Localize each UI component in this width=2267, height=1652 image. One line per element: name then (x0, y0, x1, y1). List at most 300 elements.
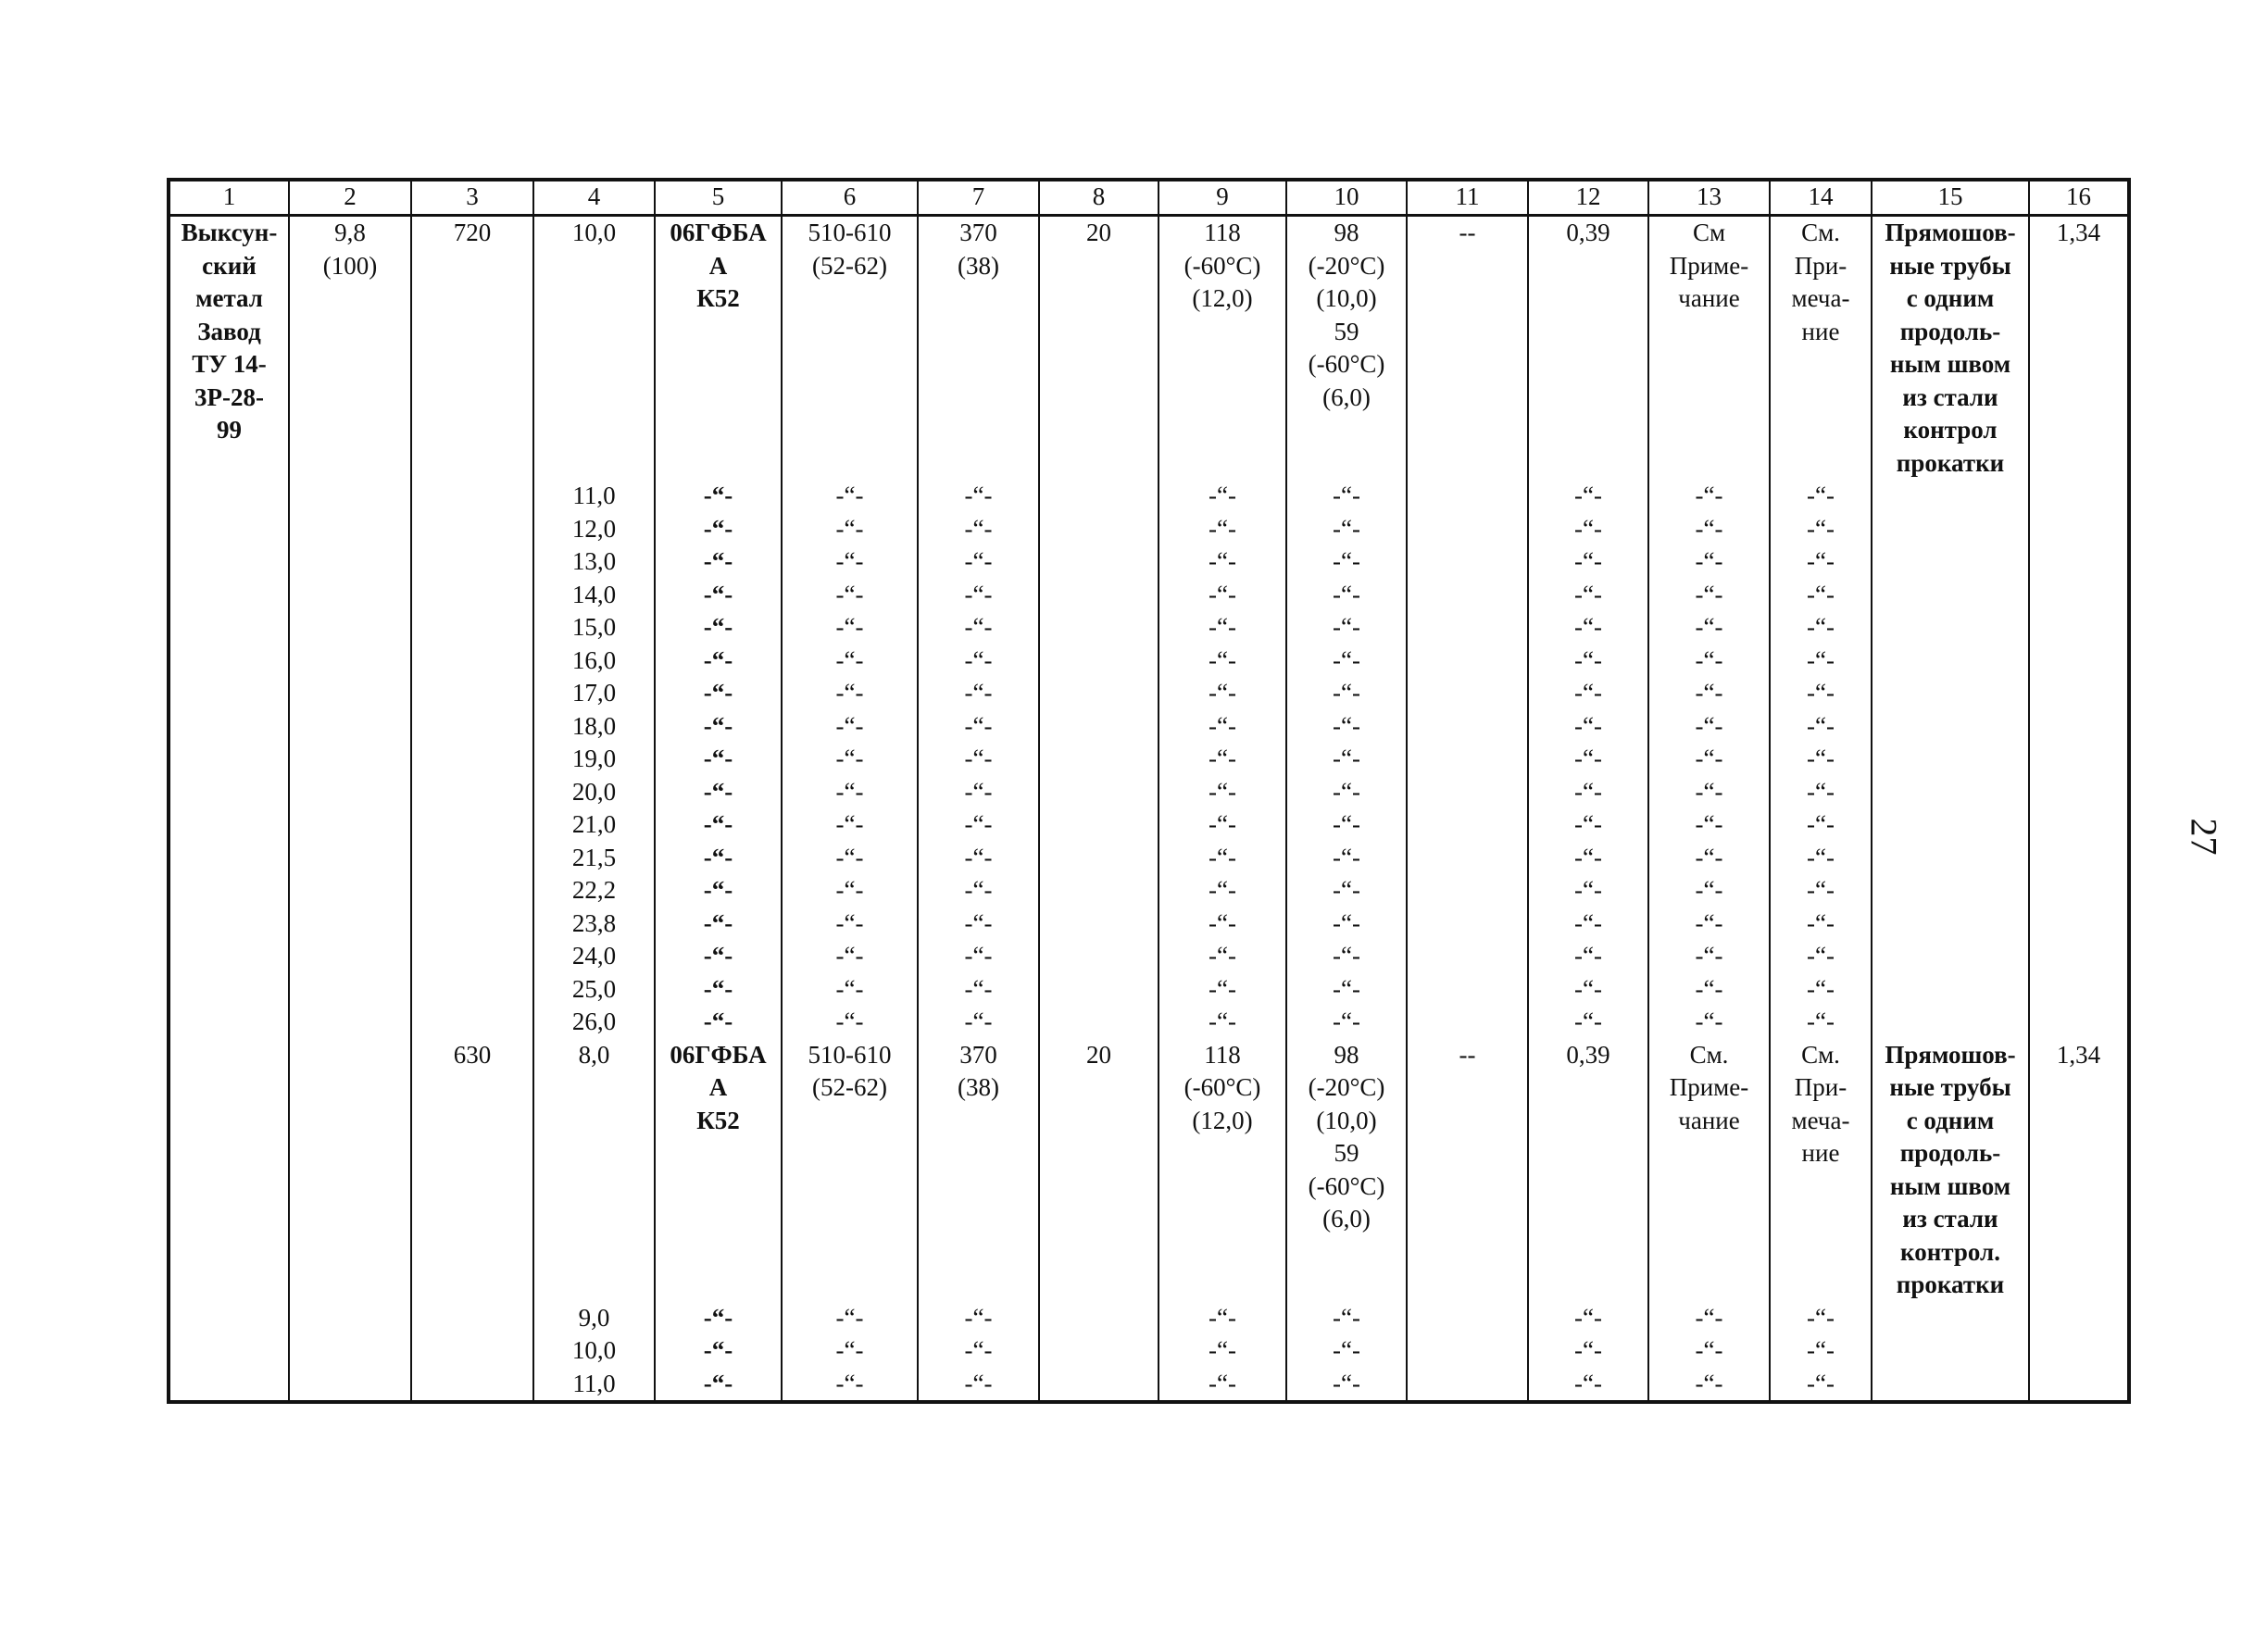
table-cell (1039, 545, 1159, 579)
table-cell (169, 842, 289, 875)
table-cell: -“- (1528, 1006, 1648, 1039)
table-row (169, 513, 2129, 546)
table-cell: -“- (1648, 973, 1770, 1007)
table-cell (1872, 743, 2029, 776)
table-cell (1039, 743, 1159, 776)
table-cell: -“- (918, 842, 1039, 875)
table-cell: -“- (782, 973, 918, 1007)
table-cell: -“- (1159, 1006, 1286, 1039)
table-cell: -“- (782, 579, 918, 612)
table-cell (1872, 710, 2029, 744)
table-cell: 11,0 (533, 1368, 655, 1403)
table-cell (2029, 973, 2129, 1007)
table-cell: -“- (918, 1302, 1039, 1335)
table-cell: 20 (1039, 1039, 1159, 1302)
table-cell (169, 776, 289, 809)
table-cell: -“- (918, 743, 1039, 776)
table-cell (169, 710, 289, 744)
table-cell: -“- (655, 710, 782, 744)
table-cell: -“- (1648, 1302, 1770, 1335)
table-cell (289, 545, 411, 579)
table-cell: 118 (-60°С) (12,0) (1159, 1039, 1286, 1302)
table-cell (1039, 776, 1159, 809)
table-cell: -“- (655, 1334, 782, 1368)
table-cell (411, 1302, 533, 1335)
table-cell: 1,34 (2029, 1039, 2129, 1302)
table-cell (1407, 710, 1528, 744)
table-cell: -“- (1286, 1302, 1407, 1335)
table-cell: 9,8 (100) (289, 216, 411, 481)
table-cell: -“- (782, 808, 918, 842)
table-cell: -“- (1648, 776, 1770, 809)
table-cell (1039, 842, 1159, 875)
table-cell (1407, 611, 1528, 645)
table-cell: -“- (655, 842, 782, 875)
table-cell (1039, 1368, 1159, 1403)
table-cell (169, 743, 289, 776)
table-cell (2029, 874, 2129, 907)
table-cell (411, 973, 533, 1007)
table-cell (1039, 973, 1159, 1007)
table-cell (2029, 1334, 2129, 1368)
column-header: 14 (1770, 180, 1872, 216)
table-cell: -“- (1770, 1334, 1872, 1368)
table-cell: -- (1407, 1039, 1528, 1302)
table-row (169, 480, 2129, 513)
table-cell: -“- (782, 1368, 918, 1403)
table-cell (2029, 1302, 2129, 1335)
table-cell (411, 645, 533, 678)
table-cell (411, 611, 533, 645)
table-cell: -“- (1770, 743, 1872, 776)
table-cell: -“- (1770, 710, 1872, 744)
table-cell: См. При- меча- ние (1770, 216, 1872, 481)
table-cell (289, 907, 411, 941)
table-cell: -“- (655, 907, 782, 941)
table-cell: -“- (1528, 513, 1648, 546)
table-cell: Прямошов- ные трубы с одним продоль- ным швом из стали контрол. прокатки (1872, 1039, 2029, 1302)
table-cell: -“- (1159, 973, 1286, 1007)
column-header: 10 (1286, 180, 1407, 216)
table-cell: -“- (1528, 677, 1648, 710)
table-cell: -“- (1286, 579, 1407, 612)
table-cell (1872, 808, 2029, 842)
table-cell: -“- (918, 645, 1039, 678)
table-row (169, 611, 2129, 645)
table-row (169, 216, 2129, 481)
table-cell: -“- (1286, 513, 1407, 546)
table-row (169, 808, 2129, 842)
table-cell: 17,0 (533, 677, 655, 710)
table-cell: -“- (918, 1006, 1039, 1039)
table-cell: 370 (38) (918, 1039, 1039, 1302)
table-cell: -“- (918, 677, 1039, 710)
table-cell: -“- (1528, 579, 1648, 612)
table-cell (289, 1039, 411, 1302)
table-cell: -“- (782, 611, 918, 645)
table-cell: -“- (782, 842, 918, 875)
table-cell: -“- (782, 776, 918, 809)
table-cell (289, 513, 411, 546)
table-cell: -“- (1648, 480, 1770, 513)
table-cell: -“- (1648, 1006, 1770, 1039)
table-cell (1407, 513, 1528, 546)
table-row (169, 907, 2129, 941)
table-cell (2029, 645, 2129, 678)
table-cell: -“- (1159, 677, 1286, 710)
table-row (169, 645, 2129, 678)
table-cell: -“- (1528, 940, 1648, 973)
table-cell: -“- (1648, 545, 1770, 579)
table-cell (289, 743, 411, 776)
table-cell: -“- (655, 776, 782, 809)
table-cell: -“- (1770, 545, 1872, 579)
table-cell: -“- (1648, 579, 1770, 612)
table-cell: -“- (1648, 940, 1770, 973)
table-row (169, 940, 2129, 973)
column-header: 1 (169, 180, 289, 216)
table-cell: -“- (1286, 710, 1407, 744)
table-cell (2029, 940, 2129, 973)
table-cell (1872, 677, 2029, 710)
table-cell: 630 (411, 1039, 533, 1302)
spec-table (167, 178, 2131, 1404)
table-cell: 21,5 (533, 842, 655, 875)
table-cell: -“- (1159, 907, 1286, 941)
table-cell (2029, 611, 2129, 645)
table-cell: -“- (1648, 513, 1770, 546)
table-cell (1039, 513, 1159, 546)
table-cell: 0,39 (1528, 1039, 1648, 1302)
table-cell: 12,0 (533, 513, 655, 546)
table-row (169, 973, 2129, 1007)
table-cell (1039, 1334, 1159, 1368)
table-cell (289, 677, 411, 710)
table-cell (1407, 808, 1528, 842)
table-cell (289, 1334, 411, 1368)
table-cell: -“- (1770, 776, 1872, 809)
table-cell (289, 480, 411, 513)
table-cell (289, 808, 411, 842)
table-cell: -“- (1159, 743, 1286, 776)
table-cell: -“- (1770, 513, 1872, 546)
table-cell (411, 579, 533, 612)
table-cell (169, 973, 289, 1007)
table-cell: 720 (411, 216, 533, 481)
table-cell: См Приме- чание (1648, 216, 1770, 481)
table-cell: -“- (1770, 611, 1872, 645)
table-cell: -“- (655, 973, 782, 1007)
table-cell: -“- (1770, 1006, 1872, 1039)
table-cell (289, 973, 411, 1007)
table-cell: -“- (782, 710, 918, 744)
table-cell (1872, 842, 2029, 875)
table-cell: -“- (1159, 1368, 1286, 1403)
table-cell: 370 (38) (918, 216, 1039, 481)
table-cell: -“- (655, 545, 782, 579)
column-header: 11 (1407, 180, 1528, 216)
table-cell (289, 1368, 411, 1403)
table-cell: 20,0 (533, 776, 655, 809)
column-header: 5 (655, 180, 782, 216)
table-cell (2029, 907, 2129, 941)
table-cell: -“- (782, 1302, 918, 1335)
column-header: 12 (1528, 180, 1648, 216)
table-cell (169, 1302, 289, 1335)
table-cell (1407, 579, 1528, 612)
table-cell: -“- (1159, 480, 1286, 513)
column-header: 3 (411, 180, 533, 216)
table-cell (169, 579, 289, 612)
table-cell (411, 940, 533, 973)
table-cell: -“- (1159, 1334, 1286, 1368)
table-cell (1407, 1334, 1528, 1368)
table-cell: -“- (918, 1334, 1039, 1368)
table-cell (1407, 545, 1528, 579)
table-cell (2029, 710, 2129, 744)
table-cell: -“- (1286, 480, 1407, 513)
table-cell: -“- (782, 1006, 918, 1039)
table-cell (411, 842, 533, 875)
table-cell: -“- (1528, 1334, 1648, 1368)
table-row (169, 1334, 2129, 1368)
table-cell: -“- (1159, 579, 1286, 612)
table-cell: -“- (1528, 645, 1648, 678)
table-cell: -“- (1159, 1302, 1286, 1335)
table-cell: -“- (1286, 1334, 1407, 1368)
table-cell: 10,0 (533, 1334, 655, 1368)
table-cell (2029, 480, 2129, 513)
table-cell: -“- (782, 677, 918, 710)
table-cell (411, 743, 533, 776)
table-cell: -“- (782, 480, 918, 513)
table-cell (1872, 907, 2029, 941)
table-cell (289, 710, 411, 744)
table-cell (1039, 1006, 1159, 1039)
table-cell (1872, 545, 2029, 579)
table-cell (1407, 1368, 1528, 1403)
table-cell: -“- (1528, 611, 1648, 645)
table-cell: -“- (1528, 545, 1648, 579)
table-cell: 118 (-60°С) (12,0) (1159, 216, 1286, 481)
table-cell: -“- (918, 940, 1039, 973)
table-cell: -“- (782, 874, 918, 907)
table-cell: Прямошов- ные трубы с одним продоль- ным швом из стали контрол прокатки (1872, 216, 2029, 481)
table-row (169, 1039, 2129, 1302)
table-cell (1407, 874, 1528, 907)
table-cell: -“- (1528, 874, 1648, 907)
table-cell: -“- (655, 940, 782, 973)
header-row (169, 180, 2129, 216)
table-cell (1039, 677, 1159, 710)
table-cell: -“- (918, 776, 1039, 809)
table-cell: -“- (1528, 776, 1648, 809)
column-header: 6 (782, 180, 918, 216)
table-cell (169, 677, 289, 710)
table-cell: -“- (1648, 1368, 1770, 1403)
table-cell (1872, 645, 2029, 678)
table-cell (169, 1368, 289, 1403)
table-cell: -“- (1648, 710, 1770, 744)
table-cell: -“- (1648, 743, 1770, 776)
table-cell: 18,0 (533, 710, 655, 744)
table-cell (289, 842, 411, 875)
table-cell (2029, 1006, 2129, 1039)
table-cell: -“- (782, 1334, 918, 1368)
table-row (169, 776, 2129, 809)
table-row (169, 1006, 2129, 1039)
table-cell: -“- (1770, 973, 1872, 1007)
table-cell (1872, 1368, 2029, 1403)
table-cell: 1,34 (2029, 216, 2129, 481)
table-cell: -“- (1648, 874, 1770, 907)
table-cell (169, 874, 289, 907)
table-cell: -“- (1286, 808, 1407, 842)
table-cell (2029, 743, 2129, 776)
table-cell: -“- (1648, 677, 1770, 710)
table-cell (1039, 710, 1159, 744)
table-cell: -“- (782, 743, 918, 776)
table-cell: 21,0 (533, 808, 655, 842)
table-cell (1872, 513, 2029, 546)
table-cell: -“- (918, 973, 1039, 1007)
table-cell (2029, 545, 2129, 579)
table-cell: -“- (918, 480, 1039, 513)
table-cell: 10,0 (533, 216, 655, 481)
table-cell: 8,0 (533, 1039, 655, 1302)
table-cell (169, 645, 289, 678)
table-cell: -“- (1770, 940, 1872, 973)
table-cell: 20 (1039, 216, 1159, 481)
table-cell (2029, 842, 2129, 875)
table-cell: 510-610 (52-62) (782, 1039, 918, 1302)
table-cell: -“- (1528, 743, 1648, 776)
table-cell: -“- (918, 513, 1039, 546)
table-cell: -“- (1528, 1368, 1648, 1403)
table-row (169, 1302, 2129, 1335)
table-cell: -“- (1770, 1302, 1872, 1335)
table-cell: -“- (918, 874, 1039, 907)
table-cell: -“- (655, 611, 782, 645)
table-cell (1872, 874, 2029, 907)
table-cell: -“- (1528, 480, 1648, 513)
table-cell (1872, 480, 2029, 513)
table-cell: -“- (1770, 808, 1872, 842)
table-cell (1407, 973, 1528, 1007)
table-cell: -“- (1770, 1368, 1872, 1403)
table-cell: -“- (782, 545, 918, 579)
table-cell: 14,0 (533, 579, 655, 612)
table-cell: 0,39 (1528, 216, 1648, 481)
table-cell: -“- (1286, 842, 1407, 875)
column-header: 2 (289, 180, 411, 216)
table-cell (1872, 1334, 2029, 1368)
table-cell (1407, 1302, 1528, 1335)
table-cell (1872, 940, 2029, 973)
table-cell (1039, 579, 1159, 612)
table-row (169, 579, 2129, 612)
table-cell (411, 1006, 533, 1039)
table-cell: -“- (918, 579, 1039, 612)
table-row (169, 710, 2129, 744)
page-number: 27 (2183, 818, 2225, 856)
table-cell: -“- (1770, 645, 1872, 678)
table-cell (411, 677, 533, 710)
table-cell: -“- (1528, 842, 1648, 875)
table-cell: -“- (1286, 545, 1407, 579)
table-cell (289, 611, 411, 645)
table-cell: 98 (-20°С) (10,0) 59 (-60°С) (6,0) (1286, 216, 1407, 481)
table-cell: -“- (655, 743, 782, 776)
table-cell (411, 480, 533, 513)
table-cell (169, 1334, 289, 1368)
table-cell: См. При- меча- ние (1770, 1039, 1872, 1302)
table-cell (411, 776, 533, 809)
table-cell: -“- (1286, 940, 1407, 973)
table-cell: 9,0 (533, 1302, 655, 1335)
table-cell (1407, 480, 1528, 513)
table-cell: -“- (1159, 940, 1286, 973)
table-cell (1039, 907, 1159, 941)
table-cell: -“- (918, 545, 1039, 579)
table-cell (169, 1006, 289, 1039)
table-cell (411, 907, 533, 941)
table-cell: -“- (1159, 611, 1286, 645)
table-cell: -“- (655, 645, 782, 678)
table-cell: 510-610 (52-62) (782, 216, 918, 481)
table-cell: -“- (1286, 611, 1407, 645)
table-cell: 25,0 (533, 973, 655, 1007)
table-cell: -“- (1159, 874, 1286, 907)
table-cell: -“- (655, 677, 782, 710)
table-cell (1872, 611, 2029, 645)
table-row (169, 842, 2129, 875)
table-cell: -“- (1770, 579, 1872, 612)
table-cell: -“- (1528, 973, 1648, 1007)
table-cell: -“- (782, 940, 918, 973)
table-cell (1407, 1006, 1528, 1039)
table-cell: -“- (782, 513, 918, 546)
table-cell: 06ГФБА А К52 (655, 1039, 782, 1302)
table-cell (1407, 645, 1528, 678)
table-cell (411, 808, 533, 842)
table-cell: -“- (1648, 611, 1770, 645)
table-cell (1872, 579, 2029, 612)
table-cell: -“- (1648, 842, 1770, 875)
table-cell: 13,0 (533, 545, 655, 579)
table-cell: -“- (1770, 842, 1872, 875)
table-cell: -“- (1286, 677, 1407, 710)
table-cell: -“- (1286, 743, 1407, 776)
table-cell (411, 710, 533, 744)
table-cell (289, 579, 411, 612)
table-cell: -“- (1159, 808, 1286, 842)
table-cell: -“- (1648, 1334, 1770, 1368)
table-cell: 06ГФБА А К52 (655, 216, 782, 481)
table-cell: -“- (655, 808, 782, 842)
table-cell (1407, 907, 1528, 941)
table-cell (411, 1334, 533, 1368)
table-cell (1872, 1006, 2029, 1039)
table-cell: 19,0 (533, 743, 655, 776)
table-cell (1039, 808, 1159, 842)
column-header: 15 (1872, 180, 2029, 216)
table-cell (2029, 1368, 2129, 1403)
table-cell: 11,0 (533, 480, 655, 513)
table-cell: 15,0 (533, 611, 655, 645)
table-cell (169, 545, 289, 579)
table-cell: -“- (1528, 1302, 1648, 1335)
